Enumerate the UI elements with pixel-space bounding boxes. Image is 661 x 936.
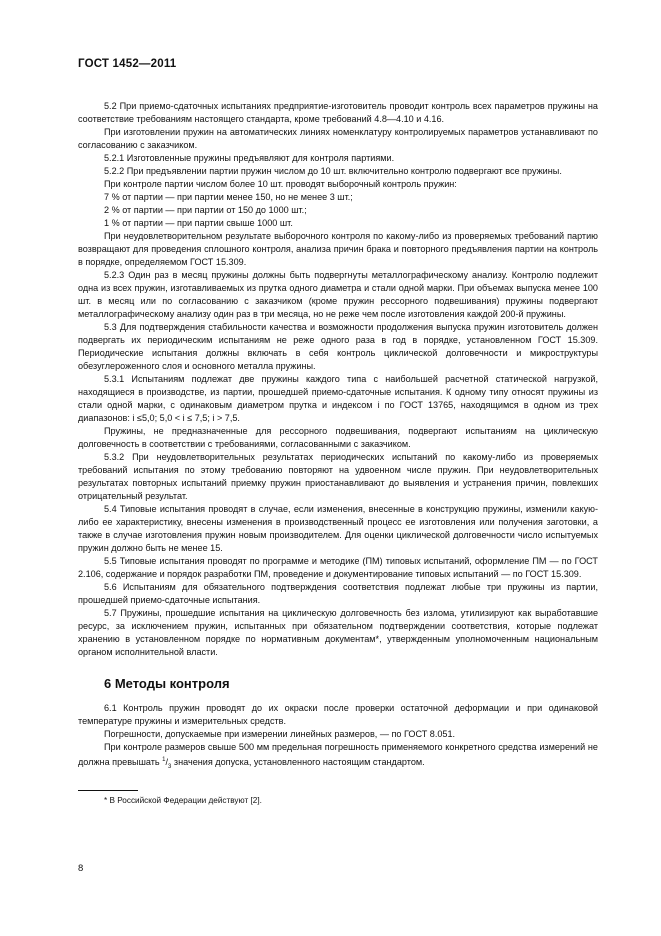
paragraph: При изготовлении пружин на автоматических линиях номенклатуру контролируемых параметров устанавливают по согласованию с заказчиком. — [78, 127, 598, 150]
page-number: 8 — [78, 863, 84, 874]
paragraph: 5.2.3 Один раз в месяц пружины должны быть подвергнуты металлографическому анализу. Контролю подлежит одна из всех пружин, изготавливаемых из прутка одного диаметра и стали одной марки. При объемах выпуска менее 100 шт. в месяц или по согласованию с заказчиком (кроме пружин рессорного подвешивания) пружины подвергают металлографическому анализу один раз в три месяца, но не реже чем после изготовления каждой 200-й пружины. — [78, 270, 598, 319]
paragraph: При неудовлетворительном результате выборочного контроля по какому-либо из проверяемых требований партию возвращают для проведения сплошного контроля, анализа причин брака и повторного предъявления партии на контроль в порядке, определяемом ГОСТ 15.309. — [78, 231, 598, 267]
paragraph: 5.2.1 Изготовленные пружины предъявляют для контроля партиями. — [104, 153, 395, 163]
paragraph: Погрешности, допускаемые при измерении линейных размеров, — по ГОСТ 8.051. — [104, 729, 456, 739]
paragraph: 5.4 Типовые испытания проводят в случае, если изменения, внесенные в конструкцию пружины, изменили какую-либо ее характеристику, внесены изменения в производственный процесс ее изготовления или получения заготовки, а также в случае изготовления пружин новым производителем. Для оценки циклической долговечности число испытуемых пружин должно быть не менее 15. — [78, 504, 598, 553]
paragraph: 5.5 Типовые испытания проводят по программе и методике (ПМ) типовых испытаний, оформление ПМ — по ГОСТ 2.106, содержание и порядок разработки ПМ, проведение и документирование типовых испытаний — по ГОСТ 15.309. — [78, 556, 598, 579]
paragraph-text: При контроле размеров свыше 500 мм предельная погрешность применяемого конкретного средства измерений не должна превышать — [78, 742, 598, 768]
paragraph: 5.2 При приемо-сдаточных испытаниях предприятие-изготовитель проводит контроль всех параметров пружины на соответствие требованиям настоящего стандарта, кроме требований 4.8—4.10 и 4.16. — [78, 101, 598, 124]
paragraph-text: значения допуска, установленного настоящим стандартом. — [171, 757, 425, 768]
footnote: * В Российской Федерации действуют [2]. — [104, 795, 262, 805]
list-item: 7 % от партии — при партии менее 150, но не менее 3 шт.; — [104, 192, 353, 202]
paragraph: 5.3 Для подтверждения стабильности качества и возможности продолжения выпуска пружин изготовитель должен подвергать их периодическим испытаниям не реже одного раза в год в порядке, установленном ГОСТ 15.309. Периодические испытания должны включать в себя контроль циклической долговечности и микроструктуры обезуглероженного слоя и основного металла пружины. — [78, 322, 598, 371]
fraction-numerator: 1 — [162, 757, 166, 763]
page-content — [78, 58, 598, 807]
section-heading: 6 Методы контроля — [104, 676, 230, 691]
paragraph: 5.7 Пружины, прошедшие испытания на циклическую долговечность без излома, утилизируют как выработавшие ресурс, за исключением пружин, испытанных при обязательном подтверждении соответствия, которые подлежат хранению в установленном порядке по нормативным документам*, утвержденным уполномоченным национальным органом исполнительной власти. — [78, 608, 598, 657]
list-item: 2 % от партии — при партии от 150 до 1000 шт.; — [104, 205, 307, 215]
paragraph: 5.3.2 При неудовлетворительных результатах периодических испытаний по какому-либо из проверяемых требований испытания по этому требованию повторяют на удвоенном числе пружин. При неудовлетворительных результатах повторных испытаний приемку пружин приостанавливают до выявления и устранения причин, повлекших отрицательный результат. — [78, 452, 598, 501]
list-item: 1 % от партии — при партии свыше 1000 шт. — [104, 218, 293, 228]
paragraph: При контроле партии числом более 10 шт. проводят выборочный контроль пружин: — [104, 179, 457, 189]
paragraph: 5.2.2 При предъявлении партии пружин числом до 10 шт. включительно контролю подвергают все пружины. — [104, 166, 562, 176]
paragraph: 6.1 Контроль пружин проводят до их окраски после проверки остаточной деформации и при одинаковой температуре пружины и измерительных средств. — [78, 703, 598, 726]
paragraph: 5.6 Испытаниям для обязательного подтверждения соответствия подлежат любые три пружины из партии, прошедшей приемо-сдаточные испытания. — [78, 582, 598, 605]
paragraph: 5.3.1 Испытаниям подлежат две пружины каждого типа с наибольшей расчетной статической нагрузкой, находящиеся в производстве, из партии, прошедшей приемо-сдаточные испытания. К одному типу относят пружины из стали одной марки, с одинаковым диаметром прутка и индексом i по ГОСТ 13765, находящимся в одном из трех диапазонов: i ≤5,0; 5,0 < i ≤ 7,5; i > 7,5. — [78, 374, 598, 423]
fraction-denominator: 3 — [168, 763, 172, 770]
paragraph: Пружины, не предназначенные для рессорного подвешивания, подвергают испытаниям на циклическую долговечность в соответствии с требованиями, согласованными с заказчиком. — [78, 426, 598, 449]
document-header: ГОСТ 1452—2011 — [78, 58, 177, 70]
paragraph: При контроле размеров свыше 500 мм предельная погрешность применяемого конкретного средства измерений не должна превышать $^1/_3$ значения допуска, установленного настоящим стандартом. — [78, 742, 598, 770]
footnote-separator — [78, 790, 138, 791]
section-5-body — [78, 100, 598, 659]
